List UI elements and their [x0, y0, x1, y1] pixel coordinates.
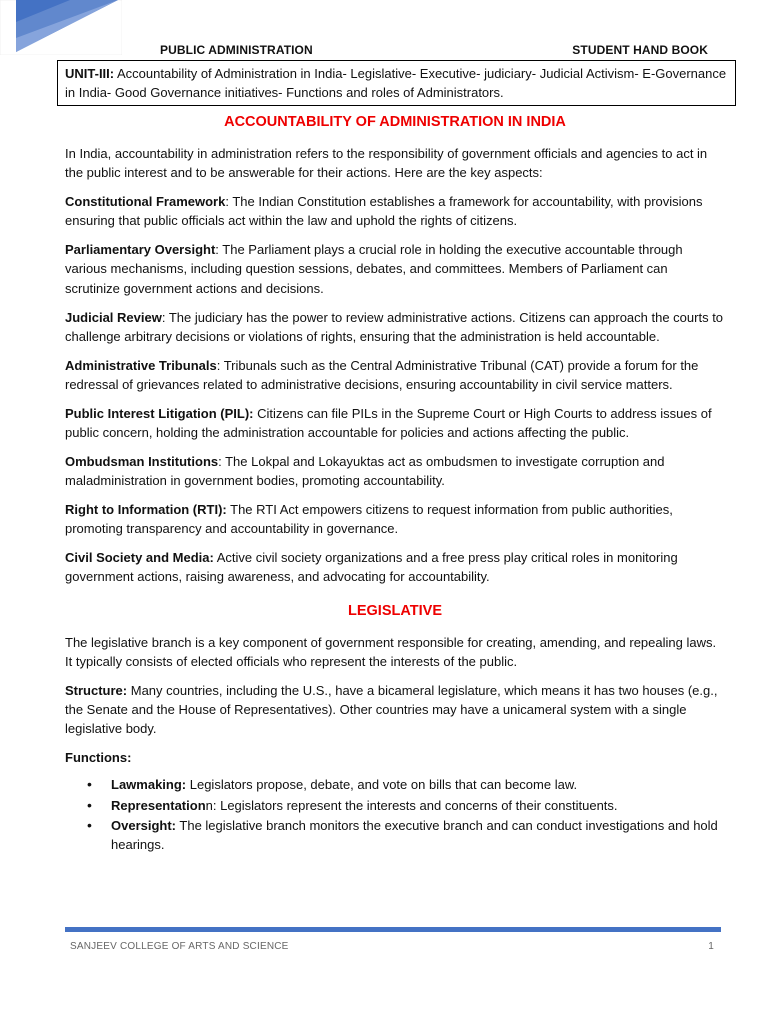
list-item	[65, 796, 725, 815]
document-body	[65, 112, 725, 856]
legislative-structure	[65, 681, 725, 739]
point-ombudsman	[65, 452, 725, 491]
structure-label: Structure:	[65, 682, 128, 698]
point-judicial-review	[65, 308, 725, 347]
functions-list	[65, 775, 725, 854]
point-constitutional	[65, 192, 725, 231]
function-text: The legislative branch monitors the executive branch and can conduct investigations and hold hearings.	[111, 818, 718, 853]
unit-text: Accountability of Administration in India- Legislative- Executive- judiciary- Judicial Activism- E-Governance in India- Good Governance initiatives- Functions and roles of Administrators.	[65, 66, 727, 100]
bullet-icon: •	[87, 796, 92, 813]
corner-decoration	[0, 0, 122, 55]
point-label: Right to Information (RTI):	[65, 501, 227, 517]
point-text: : The Lokpal and Lokayuktas act as ombudsmen to investigate corruption and maladministration in government bodies, promoting accountability.	[65, 453, 665, 489]
unit-syllabus-box	[57, 60, 736, 106]
point-label: Parliamentary Oversight	[65, 242, 216, 258]
page-header	[160, 43, 708, 57]
function-text: Legislators propose, debate, and vote on bills that can become law.	[186, 777, 578, 793]
point-label: Constitutional Framework	[65, 194, 226, 210]
point-text: Active civil society organizations and a free press play critical roles in monitoring government actions, raising awareness, and advocating for accountability.	[65, 550, 678, 585]
accountability-intro: In India, accountability in administration refers to the responsibility of government officials and agencies to act in the public interest and to be answerable for their actions. Here are the key aspects:	[65, 146, 708, 181]
list-item	[65, 816, 725, 855]
point-rti	[65, 500, 725, 539]
point-civil-society	[65, 548, 725, 587]
list-item	[65, 775, 725, 794]
point-tribunals	[65, 356, 725, 395]
structure-text: Many countries, including the U.S., have a bicameral legislature, which means it has two houses (e.g., the Senate and the House of Representatives). Other countries may have a unicameral system with a single legislative body.	[65, 682, 718, 737]
page-footer	[70, 941, 714, 952]
footer-college: SANJEEV COLLEGE OF ARTS AND SCIENCE	[70, 941, 289, 952]
point-parliamentary	[65, 240, 725, 298]
bullet-icon: •	[87, 817, 92, 834]
section-heading-legislative: LEGISLATIVE	[348, 602, 442, 619]
point-label: Public Interest Litigation (PIL):	[65, 405, 254, 421]
function-label: Lawmaking:	[111, 777, 187, 793]
function-text: n: Legislators represent the interests and concerns of their constituents.	[205, 797, 618, 813]
footer-divider	[65, 927, 721, 932]
section-heading-accountability: ACCOUNTABILITY OF ADMINISTRATION IN INDIA	[224, 114, 566, 130]
point-label: Administrative Tribunals	[65, 357, 217, 373]
point-text: : Tribunals such as the Central Administrative Tribunal (CAT) provide a forum for the redressal of grievances related to administrative decisions, ensuring accountability in civil service matters.	[65, 357, 699, 392]
unit-label: UNIT-III:	[65, 66, 115, 81]
point-text: The RTI Act empowers citizens to request information from public authorities, promoting transparency and accountability in governance.	[65, 501, 673, 537]
header-book: STUDENT HAND BOOK	[572, 43, 708, 57]
function-label: Oversight:	[111, 818, 177, 834]
point-label: Ombudsman Institutions	[65, 453, 219, 469]
function-label: Representation	[111, 797, 206, 813]
point-pil	[65, 404, 725, 443]
point-text: : The Indian Constitution establishes a framework for accountability, with provisions ensuring that public officials act within the law and uphold the rights of citizens.	[65, 194, 703, 229]
point-text: : The judiciary has the power to review administrative actions. Citizens can approach the courts to challenge arbitrary decisions or violations of rights, ensuring that the administration is held accountable.	[65, 309, 724, 344]
bullet-icon: •	[87, 776, 92, 793]
point-text: : The Parliament plays a crucial role in holding the executive accountable through various mechanisms, including question sessions, debates, and committees. Members of Parliament can scrutinize government actions and decisions.	[65, 242, 683, 296]
functions-heading: Functions:	[65, 750, 132, 766]
point-label: Civil Society and Media:	[65, 550, 214, 566]
point-label: Judicial Review	[65, 309, 162, 325]
page-number: 1	[708, 941, 714, 952]
point-text: Citizens can file PILs in the Supreme Court or High Courts to address issues of public concern, holding the administration accountable for policies and actions affecting the public.	[65, 405, 712, 441]
legislative-intro: The legislative branch is a key component of government responsible for creating, amending, and repealing laws. It typically consists of elected officials who represent the interests of the public.	[65, 634, 717, 669]
header-subject: PUBLIC ADMINISTRATION	[160, 43, 313, 57]
